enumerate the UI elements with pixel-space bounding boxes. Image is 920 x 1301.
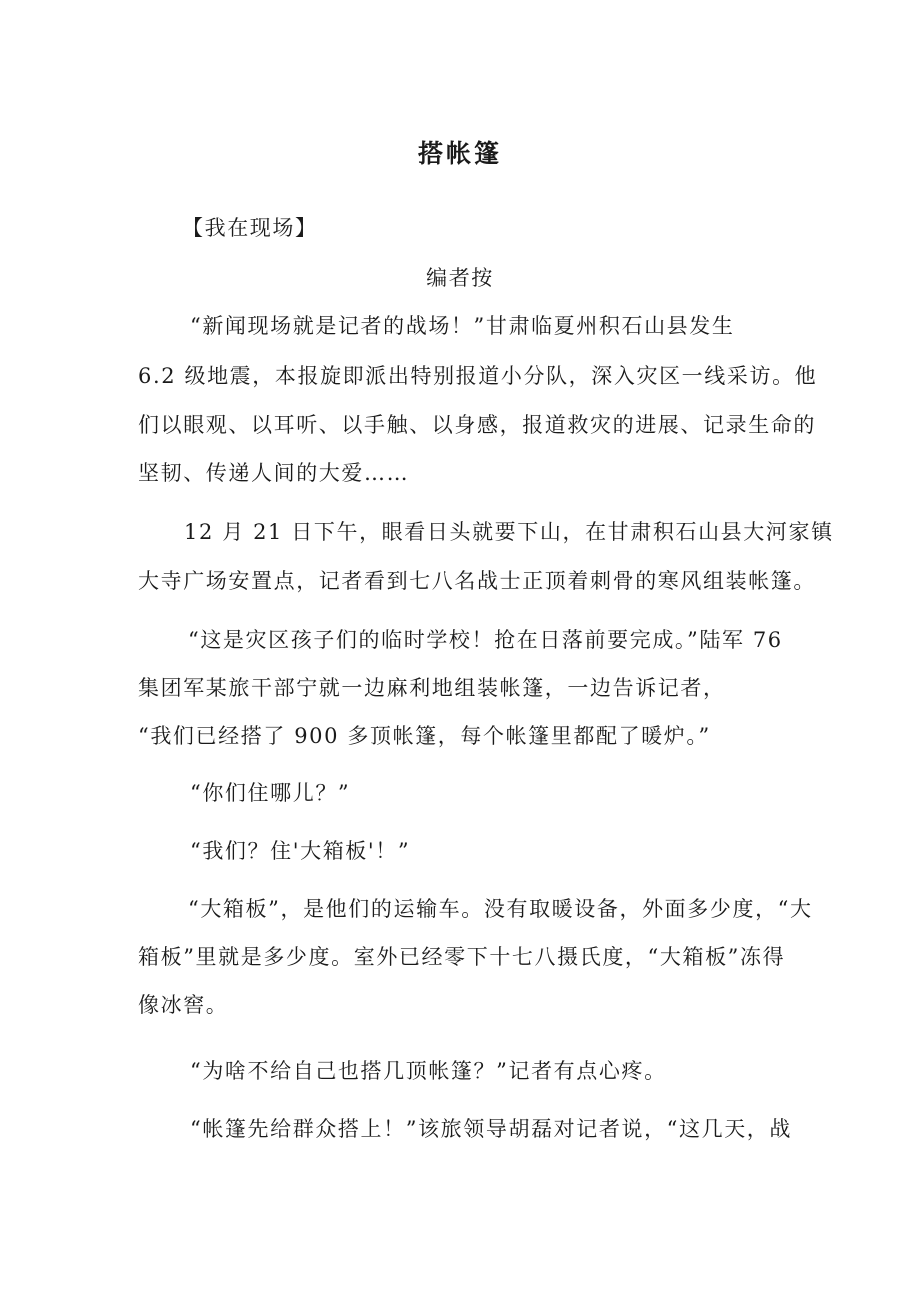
body-line: 像冰窖。 bbox=[138, 993, 229, 1017]
editor-note-heading: 编者按 bbox=[426, 266, 494, 290]
body-line: “你们住哪儿？” bbox=[190, 781, 351, 805]
body-line: “为啥不给自己也搭几顶帐篷？”记者有点心疼。 bbox=[190, 1059, 667, 1083]
section-label: 【我在现场】 bbox=[182, 216, 318, 240]
body-line: “帐篷先给群众搭上！”该旅领导胡磊对记者说，“这几天，战 bbox=[190, 1117, 793, 1141]
article-title: 搭帐篷 bbox=[417, 138, 502, 168]
body-line: “我们已经搭了 900 多顶帐篷，每个帐篷里都配了暖炉。” bbox=[138, 724, 711, 748]
body-line: 12 月 21 日下午，眼看日头就要下山，在甘肃积石山县大河家镇 bbox=[184, 520, 834, 544]
body-line: “这是灾区孩子们的临时学校！抢在日落前要完成。”陆军 76 bbox=[188, 628, 783, 652]
body-line: 集团军某旅干部宁就一边麻利地组装帐篷，一边告诉记者， bbox=[138, 676, 726, 700]
body-line: 大寺广场安置点，记者看到七八名战士正顶着刺骨的寒风组装帐篷。 bbox=[138, 569, 816, 593]
editor-note-line: 坚韧、传递人间的大爱…… bbox=[138, 461, 410, 485]
body-line: 箱板”里就是多少度。室外已经零下十七八摄氏度，“大箱板”冻得 bbox=[138, 945, 786, 969]
body-line: “我们？住'大箱板'！” bbox=[190, 839, 411, 863]
editor-note-line: 6.2 级地震，本报旋即派出特别报道小分队，深入灾区一线采访。他 bbox=[138, 364, 818, 388]
editor-note-line: “新闻现场就是记者的战场！”甘肃临夏州积石山县发生 bbox=[190, 314, 735, 338]
body-line: “大箱板”，是他们的运输车。没有取暖设备，外面多少度，“大 bbox=[188, 897, 813, 921]
editor-note-line: 们以眼观、以耳听、以手触、以身感，报道救灾的进展、记录生命的 bbox=[138, 413, 816, 437]
